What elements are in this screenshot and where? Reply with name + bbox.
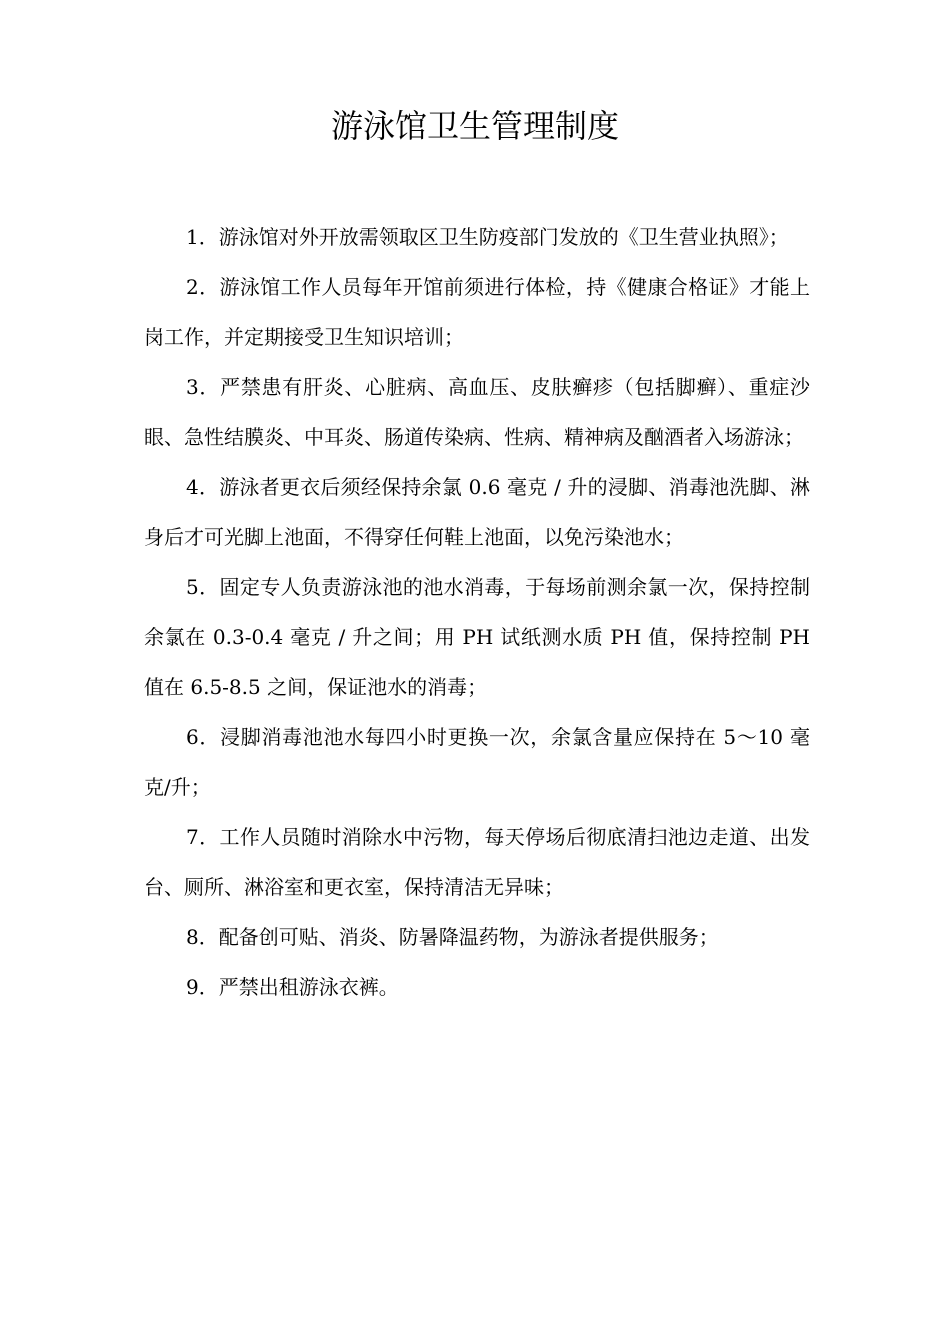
- rule-item-8: 8．配备创可贴、消炎、防暑降温药物，为游泳者提供服务；: [186, 925, 719, 949]
- rule-item-1: 1．游泳馆对外开放需领取区卫生防疫部门发放的《卫生营业执照》；: [186, 225, 789, 249]
- rule-item-4: 4．游泳者更衣后须经保持余氯 0.6 毫克 / 升的浸脚、消毒池洗脚、淋身后才可光脚上池面，不得穿任何鞋上池面，以免污染池水；: [144, 475, 810, 549]
- rule-item-2: 2．游泳馆工作人员每年开馆前须进行体检，持《健康合格证》才能上岗工作，并定期接受卫生知识培训；: [144, 275, 810, 349]
- document-title: 游泳馆卫生管理制度: [330, 107, 619, 145]
- rule-item-6: 6．浸脚消毒池池水每四小时更换一次，余氯含量应保持在 5～10 毫克/升；: [144, 725, 810, 799]
- rule-item-9: 9．严禁出租游泳衣裤。: [186, 975, 399, 999]
- rule-item-5: 5．固定专人负责游泳池的池水消毒，于每场前测余氯一次，保持控制余氯在 0.3-0.4 毫克 / 升之间；用 PH 试纸测水质 PH 值，保持控制 PH 值在 6.5-8.5 之间，保证池水的消毒；: [144, 575, 810, 699]
- document-body: [144, 212, 810, 1012]
- rule-item-3: 3．严禁患有肝炎、心脏病、高血压、皮肤癣疹（包括脚癣）、重症沙眼、急性结膜炎、中耳炎、肠道传染病、性病、精神病及酗酒者入场游泳；: [144, 375, 810, 449]
- rule-item-7: 7．工作人员随时消除水中污物，每天停场后彻底清扫池边走道、出发台、厕所、淋浴室和更衣室，保持清洁无异味；: [144, 825, 810, 899]
